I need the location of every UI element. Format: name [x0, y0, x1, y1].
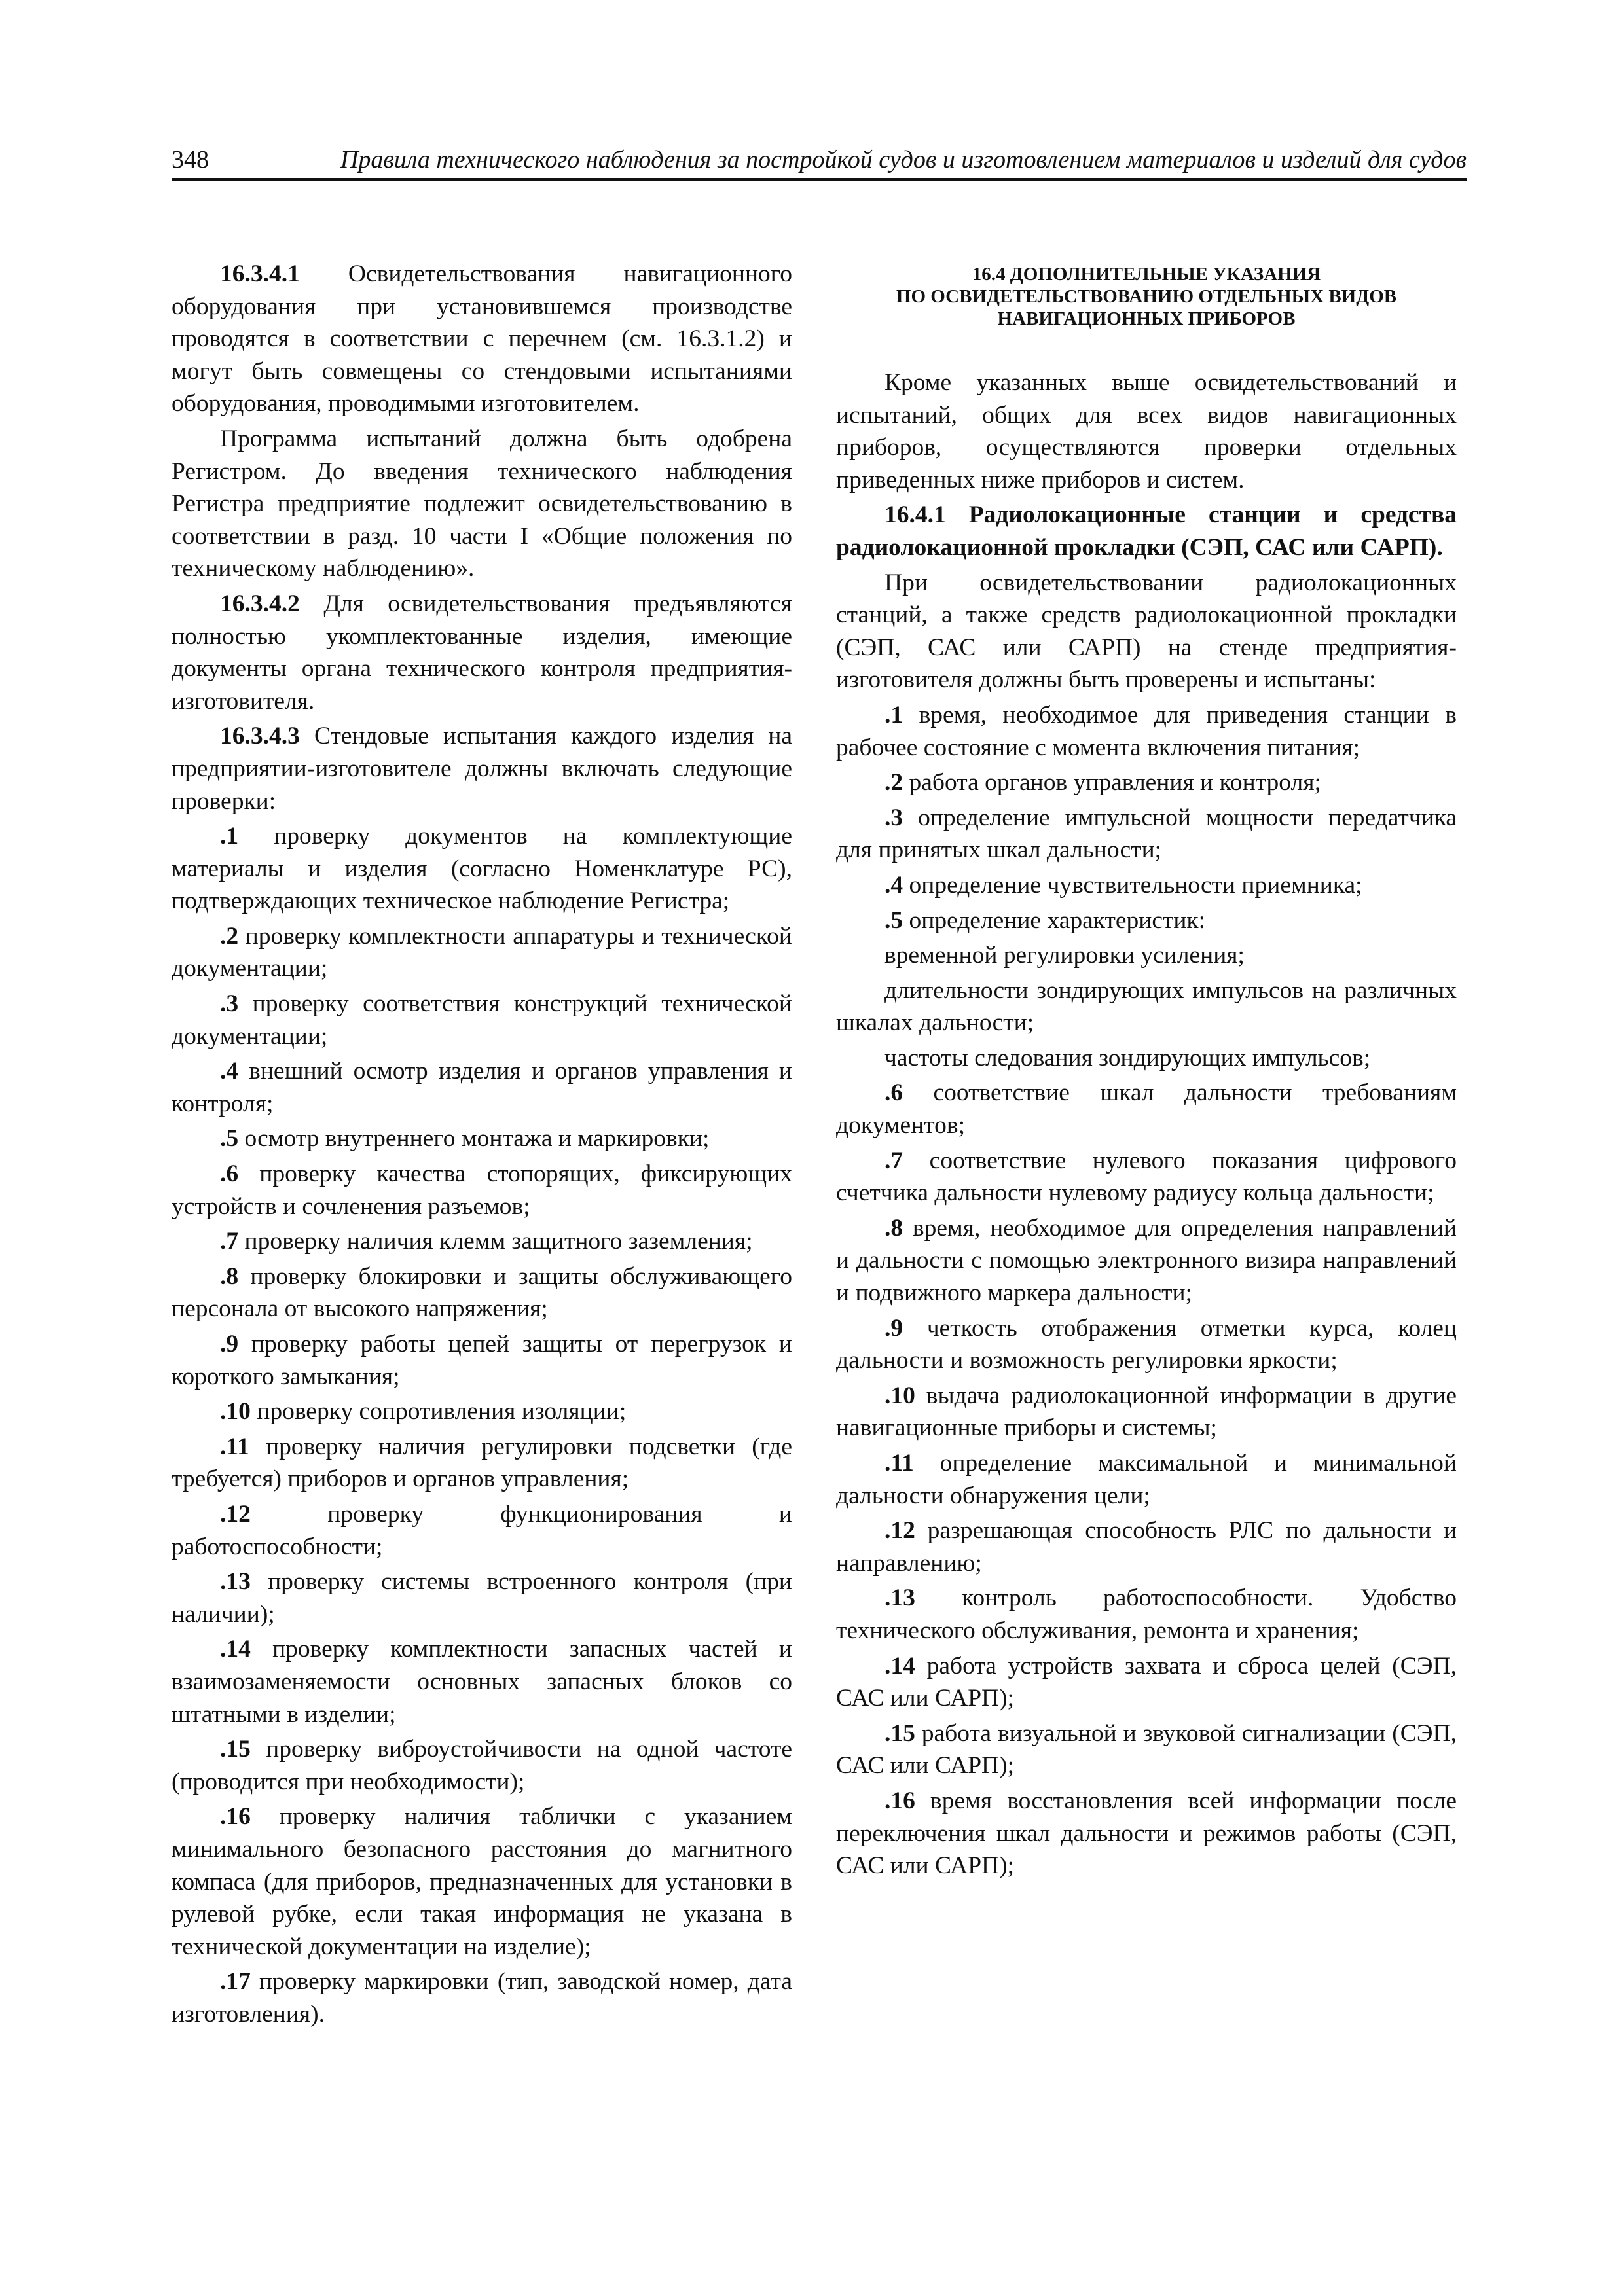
paragraph: [836, 869, 1457, 902]
item-number: .13: [884, 1585, 915, 1612]
paragraph-text: время, необходимое для определения направлений и дальности с помощью электронного визира направлений и подвижного маркера дальности;: [836, 1214, 1457, 1307]
item-number: .15: [884, 1719, 915, 1747]
item-number: .1: [884, 701, 903, 728]
section-heading-line: 16.4 ДОПОЛНИТЕЛЬНЫЕ УКАЗАНИЯ: [972, 264, 1321, 285]
item-number: .4: [220, 1058, 239, 1085]
paragraph-text: определение импульсной мощности передатчика для принятых шкал дальности;: [836, 804, 1457, 864]
paragraph-text: выдача радиолокационной информации в другие навигационные приборы и системы;: [836, 1382, 1457, 1442]
paragraph-text: соответствие шкал дальности требованиям документов;: [836, 1079, 1457, 1139]
paragraph-text: проверку блокировки и защиты обслуживающего персонала от высокого напряжения;: [172, 1263, 792, 1323]
paragraph-text: работа визуальной и звуковой сигнализации (СЭП, САС или САРП);: [836, 1719, 1457, 1780]
paragraph-text: время, необходимое для приведения станции в рабочее состояние с момента включения питания;: [836, 701, 1457, 761]
item-number: .2: [220, 922, 239, 950]
paragraph: [172, 1158, 792, 1223]
paragraph-text: проверку системы встроенного контроля (при наличии);: [172, 1568, 792, 1628]
paragraph-text: время восстановления всей информации после переключения шкал дальности и режимов работы (СЭП, САС или САРП);: [836, 1787, 1457, 1880]
item-number: .10: [884, 1382, 915, 1409]
paragraph-text: разрешающая способность РЛС по дальности и направлению;: [836, 1517, 1457, 1577]
section-heading-line: ПО ОСВИДЕТЕЛЬСТВОВАНИЮ ОТДЕЛЬНЫХ ВИДОВ: [896, 286, 1397, 307]
running-title: Правила технического наблюдения за постройкой судов и изготовлением материалов и изделий для судов: [340, 146, 1467, 173]
paragraph: [172, 988, 792, 1052]
paragraph-text: проверку наличия регулировки подсветки (где требуется) приборов и органов управления;: [172, 1433, 792, 1493]
item-number: .16: [220, 1803, 251, 1831]
item-number: .7: [884, 1147, 903, 1174]
section-heading-line: НАВИГАЦИОННЫХ ПРИБОРОВ: [997, 308, 1296, 329]
item-number: 16.3.4.3: [220, 723, 300, 750]
paragraph-text: определение максимальной и минимальной дальности обнаружения цели;: [836, 1450, 1457, 1509]
item-number: .3: [884, 804, 903, 831]
paragraph: [172, 1122, 792, 1155]
paragraph: [172, 820, 792, 918]
paragraph: [172, 258, 792, 420]
paragraph: [172, 1261, 792, 1325]
item-number: .17: [220, 1968, 251, 1996]
paragraph-text: проверку качества стопорящих, фиксирующих устройств и сочленения разъемов;: [172, 1160, 792, 1220]
paragraph-text: контроль работоспособности. Удобство технического обслуживания, ремонта и хранения;: [836, 1585, 1457, 1644]
paragraph: [172, 920, 792, 985]
right-column: [836, 255, 1457, 1882]
paragraph: [836, 1650, 1457, 1715]
item-number: .9: [220, 1331, 239, 1357]
paragraph-text: частоты следования зондирующих импульсов;: [884, 1044, 1371, 1071]
section-heading: [836, 263, 1457, 330]
item-number: .8: [884, 1214, 903, 1242]
paragraph-text: Для освидетельствования предъявляются полностью укомплектованные изделия, имеющие документы органа технического контроля предприятия-изготовителя.: [172, 590, 792, 715]
paragraph-text: внешний осмотр изделия и органов управления и контроля;: [172, 1058, 792, 1117]
paragraph: [836, 1785, 1457, 1882]
paragraph-text: проверку маркировки (тип, заводской номер, дата изготовления).: [172, 1968, 792, 2028]
paragraph: [172, 1395, 792, 1428]
item-number: .7: [220, 1228, 239, 1255]
paragraph: [172, 1633, 792, 1731]
item-number: .14: [884, 1652, 915, 1679]
paragraph-text: определение чувствительности приемника;: [903, 871, 1362, 899]
paragraph: [836, 766, 1457, 799]
paragraph-text: проверку сопротивления изоляции;: [250, 1398, 627, 1426]
paragraph-text: определение характеристик:: [903, 906, 1206, 934]
item-number: .5: [220, 1125, 239, 1153]
paragraph-text: работа органов управления и контроля;: [903, 769, 1321, 797]
paragraph-text: При освидетельствовании радиолокационных станций, а также средств радиолокационной прокладки (СЭП, САС или САРП) на стенде предприятия-изготовителя должны быть проверены и испытаны:: [836, 569, 1457, 694]
paragraph: [172, 1498, 792, 1563]
paragraph: [172, 423, 792, 585]
item-number: .14: [220, 1636, 251, 1663]
page-header: [172, 144, 1467, 181]
paragraph: [836, 1515, 1457, 1579]
paragraph: [172, 1733, 792, 1798]
subsection-heading: [836, 499, 1457, 564]
item-number: .12: [884, 1517, 915, 1545]
paragraph-text: длительности зондирующих импульсов на различных шкалах дальности;: [836, 977, 1457, 1037]
item-number: .12: [220, 1500, 251, 1528]
paragraph: [172, 1801, 792, 1963]
item-number: .13: [220, 1568, 251, 1596]
item-number: .5: [884, 906, 903, 934]
paragraph-text: соответствие нулевого показания цифрового счетчика дальности нулевому радиусу кольца дальности;: [836, 1147, 1457, 1207]
item-number: .11: [220, 1433, 249, 1460]
page-number: 348: [172, 146, 209, 173]
item-number: .4: [884, 871, 903, 899]
paragraph: [836, 699, 1457, 764]
item-number: .15: [220, 1736, 251, 1763]
paragraph: [836, 1077, 1457, 1141]
item-number: .16: [884, 1787, 915, 1814]
paragraph-text: проверку комплектности аппаратуры и технической документации;: [172, 922, 792, 982]
item-number: .8: [220, 1263, 239, 1290]
item-number: 16.3.4.2: [220, 590, 300, 617]
item-number: .9: [884, 1314, 903, 1342]
item-number: .6: [220, 1160, 239, 1188]
item-number: .1: [220, 823, 239, 850]
paragraph: [836, 1212, 1457, 1310]
paragraph-text: Программа испытаний должна быть одобрена Регистром. До введения технического наблюдения Регистра предприятие подлежит освидетельствованию в соответствии в разд. 10 части I «Общие положения по техническому наблюдению».: [172, 425, 792, 583]
paragraph-text: проверку наличия клемм защитного заземления;: [238, 1228, 753, 1255]
paragraph: [836, 1145, 1457, 1210]
paragraph: [836, 1042, 1457, 1075]
paragraph-text: проверку комплектности запасных частей и взаимозаменяемости основных запасных блоков со штатными в изделии;: [172, 1636, 792, 1728]
paragraph: [172, 1965, 792, 2030]
paragraph: [836, 1380, 1457, 1444]
paragraph: [172, 1225, 792, 1258]
item-number: .11: [884, 1450, 914, 1477]
paragraph: [172, 1566, 792, 1630]
paragraph: [172, 1328, 792, 1393]
paragraph-text: проверку соответствия конструкций технической документации;: [172, 990, 792, 1050]
subsection-heading-text: 16.4.1 Радиолокационные станции и средства радиолокационной прокладки (СЭП, САС или САРП).: [836, 501, 1457, 561]
paragraph-text: проверку работы цепей защиты от перегрузок и короткого замыкания;: [172, 1331, 792, 1390]
item-number: .2: [884, 769, 903, 797]
intro-paragraph: Кроме указанных выше освидетельствований и испытаний, общих для всех видов навигационных приборов, осуществляются проверки отдельных приведенных ниже приборов и систем.: [836, 369, 1457, 493]
paragraph: [172, 720, 792, 817]
paragraph: [836, 1312, 1457, 1377]
paragraph-text: проверку документов на комплектующие материалы и изделия (согласно Номенклатуре РС), подтверждающих техническое наблюдение Регистра;: [172, 823, 792, 915]
paragraph-text: Стендовые испытания каждого изделия на предприятии-изготовителе должны включать следующие проверки:: [172, 723, 792, 815]
item-number: .3: [220, 990, 239, 1018]
paragraph: [172, 588, 792, 717]
paragraph-text: проверку наличия таблички с указанием минимального безопасного расстояния до магнитного компаса (для приборов, предназначенных для установки в рулевой рубке, если такая информация не указана в технической документации на изделие);: [172, 1803, 792, 1960]
item-number: 16.3.4.1: [220, 260, 300, 287]
left-column: [172, 255, 792, 2030]
paragraph: [836, 939, 1457, 972]
paragraph: [836, 905, 1457, 937]
right-paragraphs: [836, 567, 1457, 1882]
paragraph-text: проверку функционирования и работоспособности;: [172, 1500, 792, 1560]
item-number: .10: [220, 1398, 251, 1426]
paragraph: [172, 1055, 792, 1120]
paragraph: [836, 1582, 1457, 1647]
paragraph-text: осмотр внутреннего монтажа и маркировки;: [238, 1125, 710, 1153]
paragraph: [836, 1447, 1457, 1512]
paragraph-text: четкость отображения отметки курса, колец дальности и возможность регулировки яркости;: [836, 1314, 1457, 1374]
item-number: .6: [884, 1079, 903, 1107]
paragraph-text: проверку виброустойчивости на одной частоте (проводится при необходимости);: [172, 1736, 792, 1795]
paragraph-text: Освидетельствования навигационного оборудования при установившемся производстве проводятся в соответствии с перечнем (см. 16.3.1.2) и могут быть совмещены со стендовыми испытаниями оборудования, проводимыми изготовителем.: [172, 260, 792, 418]
paragraph: [836, 975, 1457, 1039]
paragraph: [836, 1717, 1457, 1782]
paragraph: [172, 1431, 792, 1496]
paragraph: [836, 567, 1457, 696]
paragraph-text: временной регулировки усиления;: [884, 942, 1245, 969]
paragraph-text: работа устройств захвата и сброса целей (СЭП, САС или САРП);: [836, 1652, 1457, 1712]
paragraph: [836, 802, 1457, 867]
